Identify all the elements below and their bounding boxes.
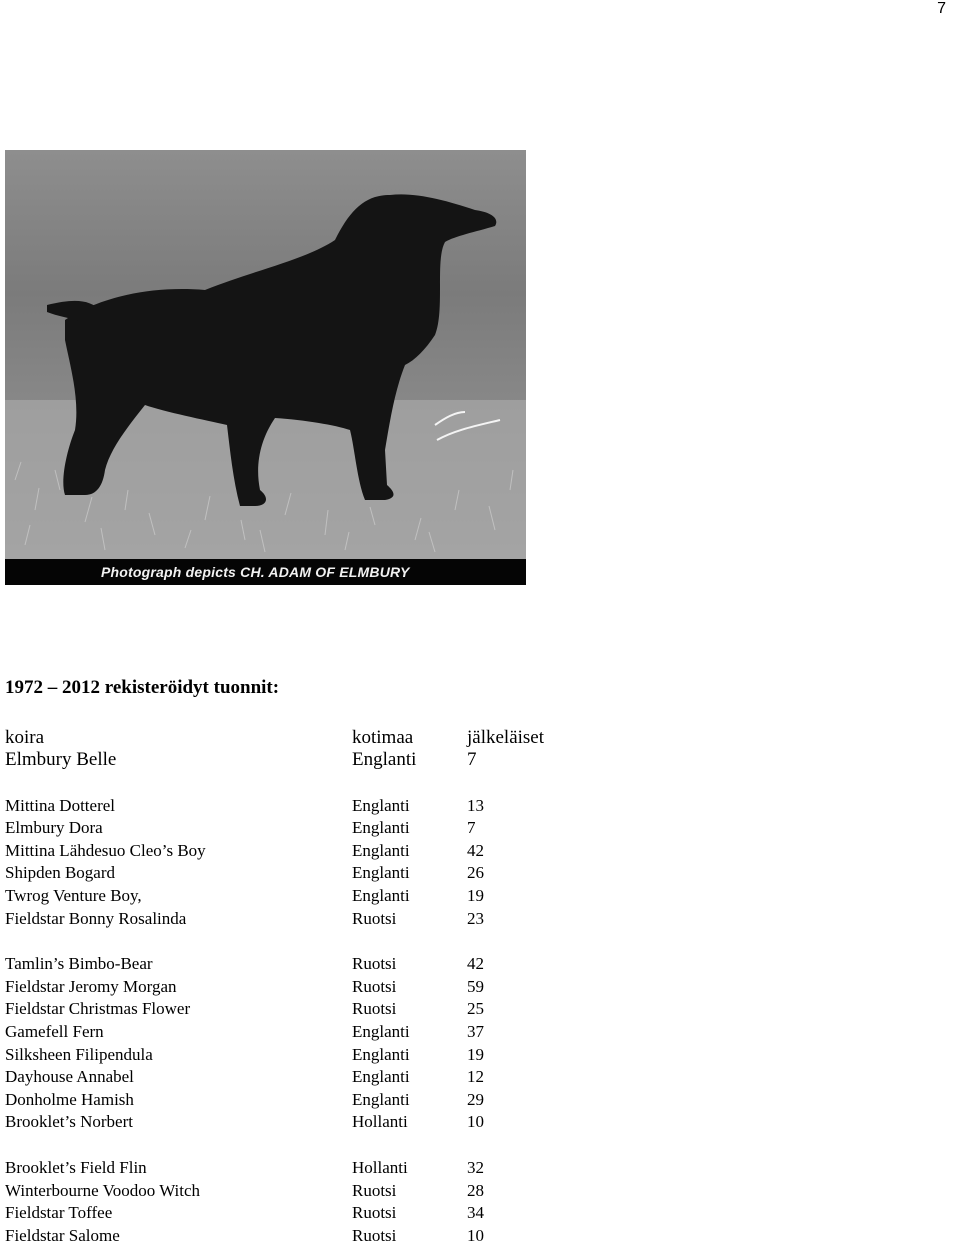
offspring-count-cell: 32 bbox=[467, 1157, 484, 1177]
dog-name-cell: Fieldstar Salome bbox=[5, 1225, 120, 1245]
offspring-count-cell: 59 bbox=[467, 976, 484, 996]
table-row bbox=[5, 1180, 605, 1203]
imported-dogs-table bbox=[5, 727, 605, 1247]
dog-name-cell: Gamefell Fern bbox=[5, 1021, 104, 1041]
offspring-count-cell: 23 bbox=[467, 908, 484, 928]
country-cell: Englanti bbox=[352, 1089, 410, 1109]
offspring-count-cell: 10 bbox=[467, 1225, 484, 1245]
table-row bbox=[5, 1021, 605, 1044]
table-row bbox=[5, 862, 605, 885]
table-header-row bbox=[5, 727, 605, 749]
table-row bbox=[5, 840, 605, 863]
dog-name-cell: Fieldstar Christmas Flower bbox=[5, 999, 191, 1019]
table-row bbox=[5, 1111, 605, 1134]
dog-name-cell: Fieldstar Bonny Rosalinda bbox=[5, 908, 187, 928]
country-cell: Englanti bbox=[352, 749, 417, 770]
table-row bbox=[5, 885, 605, 908]
country-cell: Englanti bbox=[352, 795, 410, 815]
dog-name-cell: Donholme Hamish bbox=[5, 1089, 134, 1109]
table-row bbox=[5, 953, 605, 976]
table-row bbox=[5, 1157, 605, 1180]
offspring-count-cell: 10 bbox=[467, 1112, 484, 1132]
country-cell: Ruotsi bbox=[352, 1225, 397, 1245]
country-cell: Englanti bbox=[352, 863, 410, 883]
offspring-count-cell: 42 bbox=[467, 954, 484, 974]
table-row bbox=[5, 1044, 605, 1067]
country-cell: Englanti bbox=[352, 818, 410, 838]
dog-name-cell: Brooklet’s Field Flin bbox=[5, 1157, 147, 1177]
page-number: 7 bbox=[937, 0, 946, 17]
dog-photo-image bbox=[5, 150, 526, 559]
dog-name-cell: Silksheen Filipendula bbox=[5, 1044, 153, 1064]
table-row bbox=[5, 998, 605, 1021]
table-row bbox=[5, 1225, 605, 1247]
country-cell: Ruotsi bbox=[352, 1203, 397, 1223]
offspring-count-cell: 37 bbox=[467, 1021, 484, 1041]
table-row bbox=[5, 908, 605, 931]
country-cell: Ruotsi bbox=[352, 908, 397, 928]
country-cell: Englanti bbox=[352, 1044, 410, 1064]
photo-caption: Photograph depicts CH. ADAM OF ELMBURY bbox=[5, 559, 526, 585]
dog-name-cell: Winterbourne Voodoo Witch bbox=[5, 1180, 201, 1200]
group-spacer bbox=[5, 1134, 605, 1157]
offspring-count-cell: 34 bbox=[467, 1203, 484, 1223]
country-cell: Englanti bbox=[352, 1067, 410, 1087]
table-row bbox=[5, 1089, 605, 1112]
table-row bbox=[5, 817, 605, 840]
column-header-offspring: jälkeläiset bbox=[467, 727, 545, 748]
dog-name-cell: Mittina Lähdesuo Cleo’s Boy bbox=[5, 840, 206, 860]
table-row bbox=[5, 1202, 605, 1225]
country-cell: Englanti bbox=[352, 1021, 410, 1041]
country-cell: Ruotsi bbox=[352, 976, 397, 996]
dog-name-cell: Tamlin’s Bimbo-Bear bbox=[5, 954, 153, 974]
country-cell: Ruotsi bbox=[352, 954, 397, 974]
column-header-dog: koira bbox=[5, 727, 45, 748]
dog-name-cell: Mittina Dotterel bbox=[5, 795, 116, 815]
dog-name-cell: Fieldstar Toffee bbox=[5, 1203, 113, 1223]
dog-name-cell: Shipden Bogard bbox=[5, 863, 116, 883]
dog-photograph bbox=[5, 150, 526, 585]
dog-name-cell: Brooklet’s Norbert bbox=[5, 1112, 133, 1132]
offspring-count-cell: 12 bbox=[467, 1067, 484, 1087]
offspring-count-cell: 26 bbox=[467, 863, 484, 883]
table-row bbox=[5, 976, 605, 999]
country-cell: Englanti bbox=[352, 885, 410, 905]
table-row bbox=[5, 1066, 605, 1089]
country-cell: Ruotsi bbox=[352, 1180, 397, 1200]
table-row bbox=[5, 749, 605, 772]
offspring-count-cell: 28 bbox=[467, 1180, 484, 1200]
country-cell: Hollanti bbox=[352, 1112, 408, 1132]
column-header-country: kotimaa bbox=[352, 727, 414, 748]
table-row bbox=[5, 795, 605, 818]
offspring-count-cell: 19 bbox=[467, 1044, 484, 1064]
dog-name-cell: Elmbury Belle bbox=[5, 749, 117, 770]
offspring-count-cell: 25 bbox=[467, 999, 484, 1019]
country-cell: Ruotsi bbox=[352, 999, 397, 1019]
group-spacer bbox=[5, 772, 605, 795]
dog-name-cell: Fieldstar Jeromy Morgan bbox=[5, 976, 177, 996]
country-cell: Hollanti bbox=[352, 1157, 408, 1177]
offspring-count-cell: 29 bbox=[467, 1089, 484, 1109]
offspring-count-cell: 19 bbox=[467, 885, 484, 905]
offspring-count-cell: 7 bbox=[467, 818, 476, 838]
offspring-count-cell: 13 bbox=[467, 795, 484, 815]
country-cell: Englanti bbox=[352, 840, 410, 860]
dog-name-cell: Elmbury Dora bbox=[5, 818, 103, 838]
offspring-count-cell: 42 bbox=[467, 840, 484, 860]
dog-name-cell: Twrog Venture Boy, bbox=[5, 885, 142, 905]
dog-name-cell: Dayhouse Annabel bbox=[5, 1067, 134, 1087]
section-heading: 1972 – 2012 rekisteröidyt tuonnit: bbox=[5, 677, 280, 698]
group-spacer bbox=[5, 930, 605, 953]
offspring-count-cell: 7 bbox=[467, 749, 477, 770]
